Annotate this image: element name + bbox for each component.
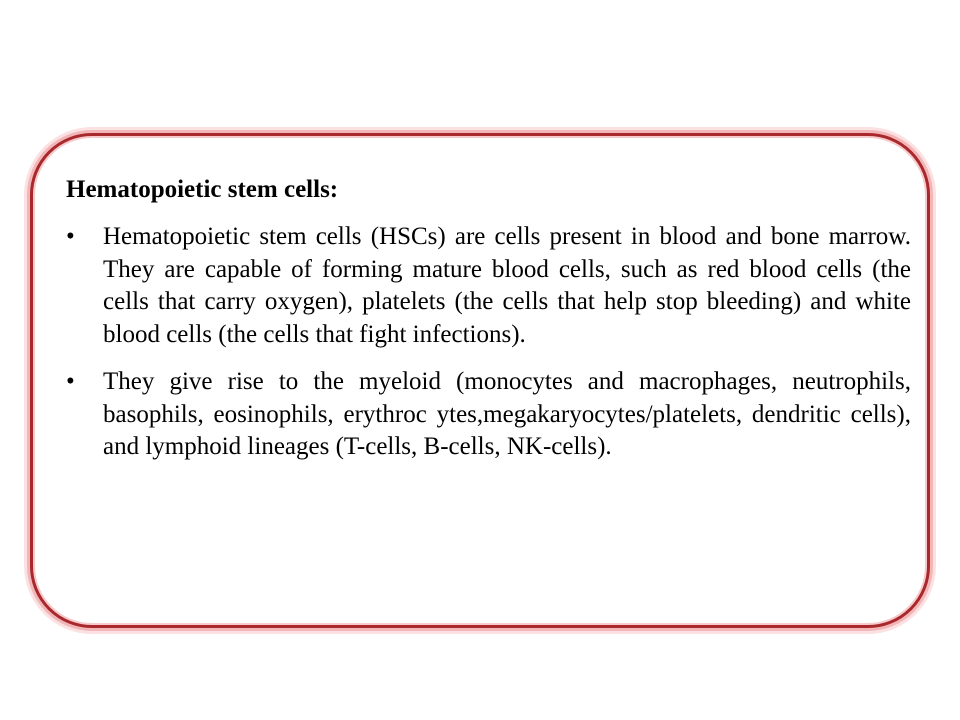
slide-content [66, 174, 911, 479]
bullet-marker: • [66, 223, 75, 250]
bullet-text: Hematopoietic stem cells (HSCs) are cells present in blood and bone marrow. They are capable of forming mature blood cells, such as red blood cells (the cells that carry oxygen), platelets (the cells that help stop bleeding) and white blood cells (the cells that fight infections). [103, 223, 911, 348]
slide-title: Hematopoietic stem cells: [66, 176, 339, 203]
bullet-text: They give rise to the myeloid (monocytes and macrophages, neutrophils, basophils, eosinophils, erythroc ytes,megakaryocytes/platelets, dendritic cells), and lymphoid lineages (T-cells, B-cells, NK-cells). [103, 368, 911, 460]
bullet-item [66, 366, 911, 464]
bullet-list [66, 221, 911, 464]
bullet-marker: • [66, 368, 75, 395]
bullet-item [66, 221, 911, 351]
